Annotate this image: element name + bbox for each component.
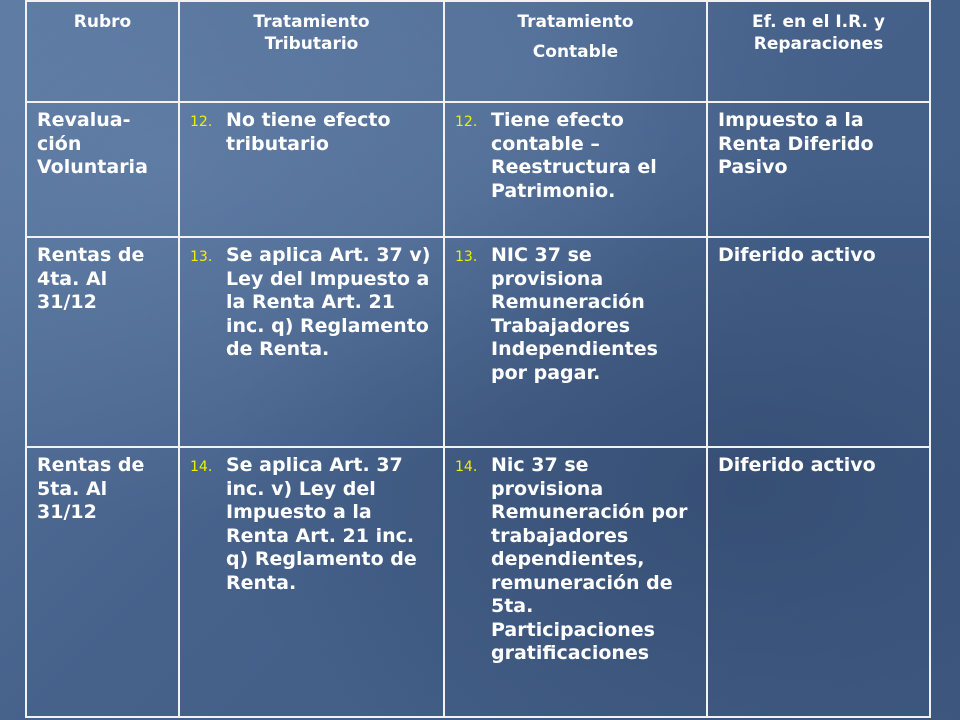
cell-contable — [444, 102, 707, 237]
item-text: No tiene efecto tributario — [226, 109, 391, 155]
cell-contable — [444, 237, 707, 447]
item-number: 13. — [455, 249, 478, 265]
numbered-item — [455, 454, 696, 666]
table-row — [26, 237, 930, 447]
numbered-item — [455, 244, 696, 385]
cell-efecto: Impuesto a la Renta Diferido Pasivo — [707, 102, 930, 237]
item-number: 12. — [190, 114, 213, 130]
header-efecto-line-2: Reparaciones — [753, 34, 884, 54]
numbered-item — [190, 244, 433, 362]
table-row — [26, 447, 930, 717]
header-row — [26, 1, 930, 102]
item-text: Se aplica Art. 37 inc. v) Ley del Impuesto a la Renta Art. 21 inc. q) Reglamento de Renta. — [226, 454, 417, 594]
cell-rubro: Rentas de 4ta. Al 31/12 — [26, 237, 179, 447]
item-text: Tiene efecto contable – Reestructura el Patrimonio. — [491, 109, 657, 202]
table-row — [26, 102, 930, 237]
header-efecto-line-1: Ef. en el I.R. y — [752, 12, 885, 32]
cell-tributario — [179, 237, 444, 447]
numbered-item — [455, 109, 696, 203]
header-tributario-line-1: Tratamiento — [253, 12, 370, 32]
header-rubro — [26, 1, 179, 102]
cell-rubro: Rentas de 5ta. Al 31/12 — [26, 447, 179, 717]
cell-tributario — [179, 447, 444, 717]
item-number: 13. — [190, 249, 213, 265]
cell-tributario — [179, 102, 444, 237]
numbered-item — [190, 109, 433, 156]
header-tratamiento-contable — [444, 1, 707, 102]
tax-treatment-table — [25, 0, 931, 718]
header-contable-line-1: Tratamiento — [517, 12, 634, 32]
header-tributario-line-2: Tributario — [264, 34, 359, 54]
item-number: 14. — [455, 459, 478, 475]
cell-efecto: Diferido activo — [707, 447, 930, 717]
item-text: Nic 37 se provisiona Remuneración por trabajadores dependientes, remuneración de 5ta. Participaciones gratificaciones — [491, 454, 688, 664]
header-tratamiento-tributario — [179, 1, 444, 102]
item-number: 14. — [190, 459, 213, 475]
cell-efecto: Diferido activo — [707, 237, 930, 447]
header-contable-line-2: Contable — [532, 42, 619, 62]
item-text: NIC 37 se provisiona Remuneración Trabajadores Independientes por pagar. — [491, 244, 658, 384]
cell-rubro: Revalua-ción Voluntaria — [26, 102, 179, 237]
header-rubro-line-1: Rubro — [73, 12, 132, 32]
header-efecto-ir — [707, 1, 930, 102]
item-text: Se aplica Art. 37 v) Ley del Impuesto a la Renta Art. 21 inc. q) Reglamento de Renta. — [226, 244, 431, 360]
numbered-item — [190, 454, 433, 595]
cell-contable — [444, 447, 707, 717]
item-number: 12. — [455, 114, 478, 130]
